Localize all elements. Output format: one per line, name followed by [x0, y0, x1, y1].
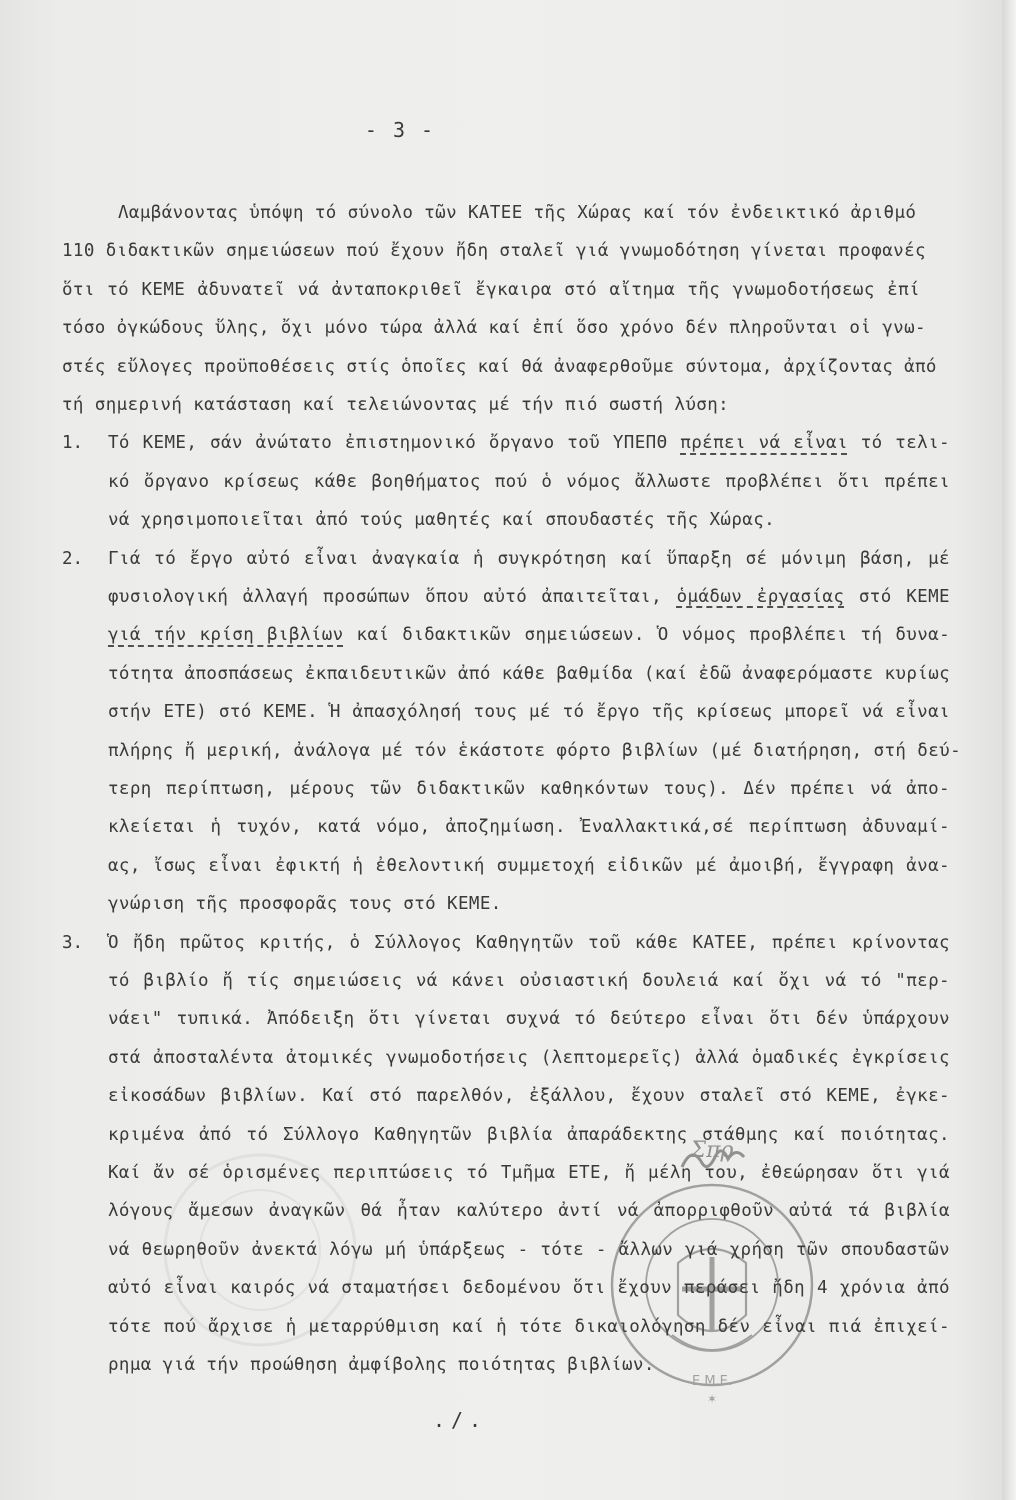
text-run: νάει" τυπικά. Ἀπόδειξη ὅτι γίνεται συχνά τό δεύτερο εἶναι ὅτι δέν ὑπάρχουν [108, 1009, 950, 1030]
text-run: Ὁ ἤδη πρῶτος κριτής, ὁ Σύλλογος Καθηγητῶν τοῦ κάθε ΚΑΤΕΕ, πρέπει κρίνοντας [108, 932, 950, 953]
list-item-line [108, 932, 950, 953]
text-run: καί διδακτικῶν σημειώσεων. Ὁ νόμος προβλέπει τή δυνα- [343, 625, 950, 646]
intro-line: ὅτι τό ΚΕΜΕ ἀδυνατεῖ νά ἀνταποκριθεῖ ἔγκαιρα στό αἴτημα τῆς γνωμοδοτήσεως ἐπί [62, 279, 920, 300]
underlined-phrase: πρέπει νά εἶναι [680, 433, 848, 454]
text-run: στό ΚΕΜΕ [844, 587, 950, 607]
intro-line: στές εὔλογες προϋποθέσεις στίς ὁποῖες καί θά ἀναφερθοῦμε σύντομα, ἀρχίζοντας ἀπό [62, 356, 937, 377]
list-item-line [108, 1088, 950, 1106]
list-item-number: 2. [62, 548, 84, 569]
text-run: εἰκοσάδων βιβλίων. Καί στό παρελθόν, ἐξάλλου, ἔχουν σταλεῖ στό ΚΕΜΕ, ἐγκε- [108, 1086, 950, 1107]
text-run: γνώριση τῆς προσφορᾶς τους στό ΚΕΜΕ. [108, 894, 502, 915]
text-run: φυσιολογική ἀλλαγή προσώπων ὅπου αὐτό ἀπαιτεῖται, [108, 587, 677, 607]
page-edge [1002, 0, 1016, 1500]
text-run: στήν ΕΤΕ) στό ΚΕΜΕ. Ἡ ἀπασχόλησή τους μέ τό ἔργο τῆς κρίσεως μπορεῖ νά εἶναι [108, 702, 950, 723]
text-run: στά ἀποσταλέντα ἀτομικές γνωμοδοτήσεις (λεπτομερεῖς) ἀλλά ὁμαδικές ἐγκρίσεις [108, 1047, 950, 1068]
list-item-number: 3. [62, 932, 84, 953]
list-item-line [108, 471, 950, 492]
list-item-line [108, 819, 950, 837]
underlined-phrase: γιά τήν κρίση βιβλίων [108, 625, 344, 646]
list-item-line [108, 512, 950, 530]
page-number: - 3 - [364, 118, 436, 142]
ghost-stamp [150, 1120, 370, 1380]
text-run: τότητα ἀποσπάσεως ἐκπαιδευτικῶν ἀπό κάθε βαθμίδα (καί ἐδῶ ἀναφερόμαστε κυρίως [108, 663, 951, 684]
text-run: κό ὄργανο κρίσεως κάθε βοηθήματος πού ὁ νόμος ἄλλωστε προβλέπει ὅτι πρέπει [108, 471, 950, 492]
svg-text:✶: ✶ [706, 1392, 718, 1406]
list-item-line [108, 973, 950, 991]
text-run: λόγους ἄμεσων ἀναγκῶν θά ἦταν καλύτερο ἀντί νά ἀπορριφθοῦν αὐτά τά βιβλία [108, 1201, 950, 1222]
list-item-line [108, 855, 950, 876]
coat-of-arms-icon [672, 1249, 752, 1350]
text-run: νά χρησιμοποιεῖται ἀπό τούς μαθητές καί σπουδαστές τῆς Χώρας. [108, 510, 776, 531]
text-run: Τό ΚΕΜΕ, σάν ἀνώτατο ἐπιστημονικό ὄργανο τοῦ ΥΠΕΠΘ [108, 433, 681, 454]
intro-line: Λαμβάνοντας ὑπόψη τό σύνολο τῶν ΚΑΤΕΕ τῆς Χώρας καί τόν ἐνδεικτικό ἀριθμό [118, 203, 917, 223]
list-item-line [108, 781, 950, 799]
list-item-line [108, 896, 950, 914]
stamp-text: Ε.Μ.Ε. [691, 1374, 733, 1389]
text-run: Καί ἄν σέ ὁρισμένες περιπτώσεις τό Τμῆμα ΕΤΕ, ἤ μέλη του, ἐθεώρησαν ὅτι γιά [108, 1163, 950, 1183]
list-item-line [108, 435, 950, 453]
text-run: κριμένα ἀπό τό Σύλλογο Καθηγητῶν βιβλία ἀπαράδεκτης στάθμης καί ποιότητας. [108, 1124, 950, 1145]
intro-line: τή σημερινή κατάσταση καί τελειώνοντας μέ τήν πιό σωστή λύση: [62, 395, 730, 415]
text-run: αὐτό εἶναι καιρός νά σταματήσει δεδομένου ὅτι ἔχουν περάσει ἤδη 4 χρόνια ἀπό [108, 1278, 950, 1299]
list-item-line [108, 663, 951, 684]
text-run: τό βιβλίο ἤ τίς σημειώσεις νά κάνει οὐσιαστική δουλειά καί ὄχι νά τό "περ- [108, 971, 950, 991]
text-run: πλήρης ἤ μερική, ἀνάλογα μέ τόν ἑκάστοτε φόρτο βιβλίων (μέ διατήρηση, στή δεύ- [108, 740, 961, 761]
text-run: νά θεωρηθοῦν ἀνεκτά λόγω μή ὑπάρξεως - τότε - ἄλλων γιά χρήση τῶν σπουδαστῶν [108, 1239, 950, 1260]
list-item-line [108, 1047, 950, 1068]
text-run: ας, ἴσως εἶναι ἐφικτή ἡ ἐθελοντική συμμετοχή εἰδικῶν μέ ἀμοιβή, ἔγγραφη ἀνα- [108, 855, 950, 876]
list-item-line [108, 589, 950, 607]
continuation-mark: ./. [432, 1408, 488, 1432]
intro-line: τόσο ὀγκώδους ὕλης, ὄχι μόνο τώρα ἀλλά καί ἐπί ὅσο χρόνο δέν πληροῦνται οἱ γνω- [62, 318, 926, 339]
official-stamp [600, 1085, 820, 1415]
list-item-line [108, 1011, 950, 1029]
intro-line: 110 διδακτικῶν σημειώσεων πού ἔχουν ἤδη σταλεῖ γιά γνωμοδότηση γίνεται προφανές [62, 241, 926, 262]
list-item-line [108, 548, 950, 569]
text-run: Γιά τό ἔργο αὐτό εἶναι ἀναγκαία ἡ συγκρότηση καί ὕπαρξη σέ μόνιμη βάση, μέ [108, 548, 950, 569]
list-item-line [108, 627, 950, 645]
list-item-line [108, 704, 950, 722]
text-run: κλείεται ἡ τυχόν, κατά νόμο, ἀποζημίωση. Ἐναλλακτικά,σέ περίπτωση ἀδυναμί- [108, 817, 950, 838]
list-item-number: 1. [62, 433, 84, 454]
list-item-line [108, 740, 961, 761]
underlined-phrase: ὁμάδων ἐργασίας [676, 587, 845, 607]
text-run: τό τελι- [847, 433, 950, 454]
text-run: τερη περίπτωση, μέρους τῶν διδακτικῶν καθηκόντων τους). Δέν πρέπει νά ἀπο- [108, 779, 950, 799]
text-run: τότε πού ἄρχισε ἡ μεταρρύθμιση καί ἡ τότε δικαιολόγηση δέν εἶναι πιά ἐπιχεί- [108, 1316, 950, 1337]
text-run: ρημα γιά τήν προώθηση ἀμφίβολης ποιότητας βιβλίων. [108, 1355, 655, 1375]
signature-text: Σπρ [690, 1138, 734, 1163]
